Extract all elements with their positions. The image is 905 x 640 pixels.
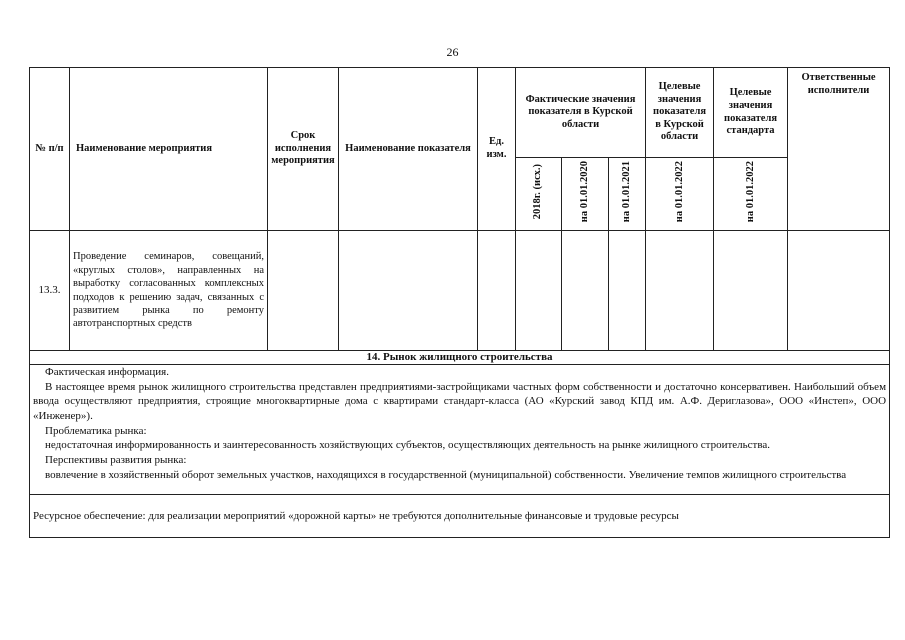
row-num: 13.3.: [30, 231, 70, 351]
header-actual-values: Фактические значения показателя в Курской области: [516, 68, 646, 158]
subheader-2018: [516, 158, 562, 231]
header-target-region: Целевые значения показателя в Курской области: [646, 68, 714, 158]
header-unit: Ед. изм.: [478, 68, 516, 231]
subheader-standard-2022: [714, 158, 788, 231]
subheader-target-2022-text: на 01.01.2022: [673, 161, 685, 223]
subheader-2020: [562, 158, 609, 231]
header-row: [30, 68, 890, 158]
fact-label: Фактическая информация.: [45, 366, 169, 379]
section-body: [30, 365, 890, 495]
problem-text: недостаточная информированность и заинтересованность хозяйствующих субъектов, осуществляющих деятельность на рынке жилищного строительства.: [45, 439, 771, 452]
page-number: 26: [446, 45, 459, 59]
resource-row: [30, 495, 890, 538]
row-responsible: [788, 231, 890, 351]
row-deadline: [268, 231, 339, 351]
perspective-label: Перспективы развития рынка:: [45, 453, 187, 466]
problem-label: Проблематика рынка:: [45, 424, 147, 437]
row-indicator: [339, 231, 478, 351]
fact-text: В настоящее время рынок жилищного строительства представлен предприятиями-застройщиками частных форм собственности и достаточно консервативен. Наибольший объем ввода осуществляют предприятия, строящие многоквартирные дома с квартирами стандарт-класса (АО «Курский завод КПД им. А.Ф. Дериглазова», ООО «Инстеп», ООО «Инженер»).: [33, 380, 887, 423]
row-unit: [478, 231, 516, 351]
header-measure-name: Наименование мероприятия: [70, 68, 268, 231]
resource-text: Ресурсное обеспечение: для реализации мероприятий «дорожной карты» не требуются дополнительные финансовые и трудовые ресурсы: [30, 495, 890, 538]
subheader-standard-2022-text: на 01.01.2022: [744, 161, 756, 223]
header-deadline: Срок исполнения мероприятия: [268, 68, 339, 231]
header-indicator-name: Наименование показателя: [339, 68, 478, 231]
row-2021: [609, 231, 646, 351]
subheader-2021: [609, 158, 646, 231]
table-row: [30, 231, 890, 351]
row-measure: Проведение семинаров, совещаний, «круглых столов», направленных на выработку согласованных комплексных подходов к решению задач, связанных с развитием рынка по ремонту автотранспортных средств: [70, 231, 268, 351]
subheader-2021-text: на 01.01.2021: [620, 161, 632, 223]
header-num: № п/п: [30, 68, 70, 231]
subheader-target-2022: [646, 158, 714, 231]
row-2018: [516, 231, 562, 351]
section-title: 14. Рынок жилищного строительства: [30, 351, 890, 365]
header-target-standard: Целевые значения показателя стандарта: [714, 68, 788, 158]
roadmap-table: [29, 67, 890, 538]
section-body-row: [30, 365, 890, 495]
section-title-row: [30, 351, 890, 365]
subheader-2018-text: 2018г. (исх.): [532, 164, 544, 220]
row-standard-2022: [714, 231, 788, 351]
row-2020: [562, 231, 609, 351]
header-responsible: Ответственные исполнители: [788, 68, 890, 231]
row-target-2022: [646, 231, 714, 351]
perspective-text: вовлечение в хозяйственный оборот земельных участков, находящихся в государственной (муниципальной) собственности. Увеличение темпов жилищного строительства: [45, 468, 847, 481]
subheader-2020-text: на 01.01.2020: [578, 161, 590, 223]
